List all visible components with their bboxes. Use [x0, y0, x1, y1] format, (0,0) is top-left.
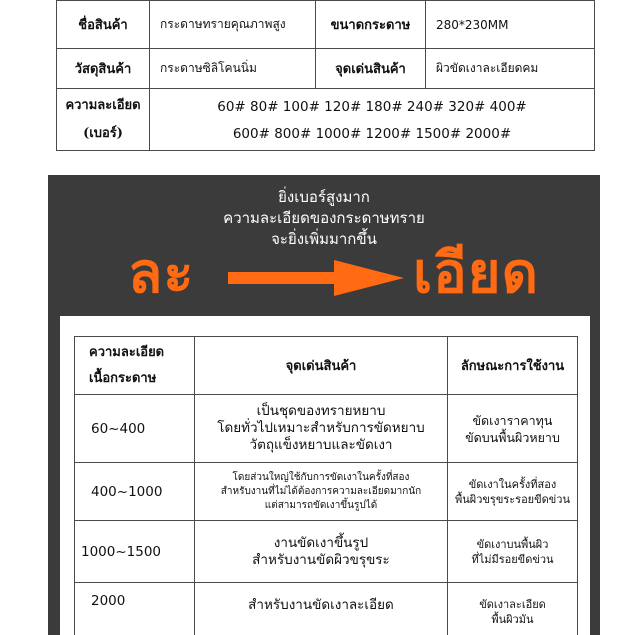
row-use [448, 521, 578, 583]
use-line: ขัดเงาบนพื้นผิว [476, 537, 549, 551]
feature-line: สำหรับงานขัดผิวขรุขระ [252, 551, 390, 568]
row-feature [195, 583, 448, 635]
header-use: ลักษณะการใช้งาน [448, 337, 578, 395]
feature-line: สำหรับงานขัดเงาละเอียด [248, 597, 394, 613]
spec-row-material [57, 49, 595, 89]
spec-table [56, 0, 595, 151]
table-row [75, 395, 578, 463]
usage-header-row [75, 337, 578, 395]
table-row [75, 521, 578, 583]
banner-line1: ยิ่งเบอร์สูงมาก [278, 188, 370, 206]
header-grit [75, 337, 195, 395]
use-line: พื้นผิวมัน [491, 613, 534, 626]
header-feature: จุดเด่นสินค้า [195, 337, 448, 395]
feature-label: จุดเด่นสินค้า [316, 49, 426, 89]
grit-row2: 600# 800# 1000# 1200# 1500# 2000# [232, 125, 512, 142]
material-value: กระดาษซิลิโคนนิ่ม [150, 49, 316, 89]
table-row [75, 463, 578, 521]
usage-table [74, 336, 578, 635]
feature-line: สำหรับงานที่ไม่ได้ต้องการความละเอียดมากนัก [220, 485, 422, 497]
usage-card [60, 316, 590, 635]
grit-row1: 60# 80# 100# 120# 180# 240# 320# 400# [217, 98, 527, 115]
use-line: ขัดเงาละเอียด [479, 598, 546, 611]
use-line: ขัดเงาราคาทุน [472, 412, 553, 428]
row-feature [195, 521, 448, 583]
banner-line3: จะยิ่งเพิ่มมากขึ้น [271, 230, 377, 248]
spec-row-name [57, 1, 595, 49]
table-row [75, 583, 578, 635]
spec-row-grit [57, 89, 595, 151]
feature-line: วัตถุแข็งหยาบและขัดเงา [249, 437, 393, 453]
header-grit-line1: ความละเอียด [89, 344, 165, 360]
header-grit-line2: เนื้อกระดาษ [89, 370, 157, 386]
feature-line: เป็นชุดของทรายหยาบ [256, 403, 386, 419]
row-use [448, 463, 578, 521]
row-grit: 60~400 [75, 395, 195, 463]
use-line: ขัดเงาในครั้งที่สอง [468, 477, 557, 491]
row-use [448, 583, 578, 635]
use-line: พื้นผิวขรุขระรอยขีดข่วน [455, 492, 570, 506]
row-feature [195, 395, 448, 463]
feature-line: งานขัดเงาขึ้นรูป [273, 534, 369, 551]
use-line: ที่ไม่มีรอยขีดข่วน [471, 552, 554, 566]
grit-values [150, 89, 595, 151]
row-feature [195, 463, 448, 521]
name-label: ชื่อสินค้า [57, 1, 150, 49]
arrow-right-icon [228, 258, 406, 298]
use-line: ขัดบนพื้นผิวหยาบ [465, 429, 560, 445]
feature-line: แต่สามารถขัดเงาขึ้นรูปได้ [264, 499, 378, 511]
grit-label [57, 89, 150, 151]
banner-line2: ความละเอียดของกระดาษทราย [223, 209, 425, 227]
row-grit: 400~1000 [75, 463, 195, 521]
material-label: วัสดุสินค้า [57, 49, 150, 89]
big-text-left: ละ [128, 241, 195, 306]
size-label: ขนาดกระดาษ [316, 1, 426, 49]
row-use [448, 395, 578, 463]
feature-value: ผิวขัดเงาละเอียดคม [426, 49, 595, 89]
row-grit: 2000 [75, 583, 195, 635]
name-value: กระดาษทรายคุณภาพสูง [150, 1, 316, 49]
grit-label-line1: ความละเอียด [65, 97, 141, 113]
big-text-right: เอียด [413, 241, 539, 306]
feature-line: โดยทั่วไปเหมาะสำหรับการขัดหยาบ [217, 420, 425, 436]
feature-line: โดยส่วนใหญ่ใช้กับการขัดเงาในครั้งที่สอง [232, 471, 410, 483]
size-value: 280*230MM [426, 1, 595, 49]
row-grit: 1000~1500 [75, 521, 195, 583]
grit-label-line2: (เบอร์) [83, 125, 123, 141]
